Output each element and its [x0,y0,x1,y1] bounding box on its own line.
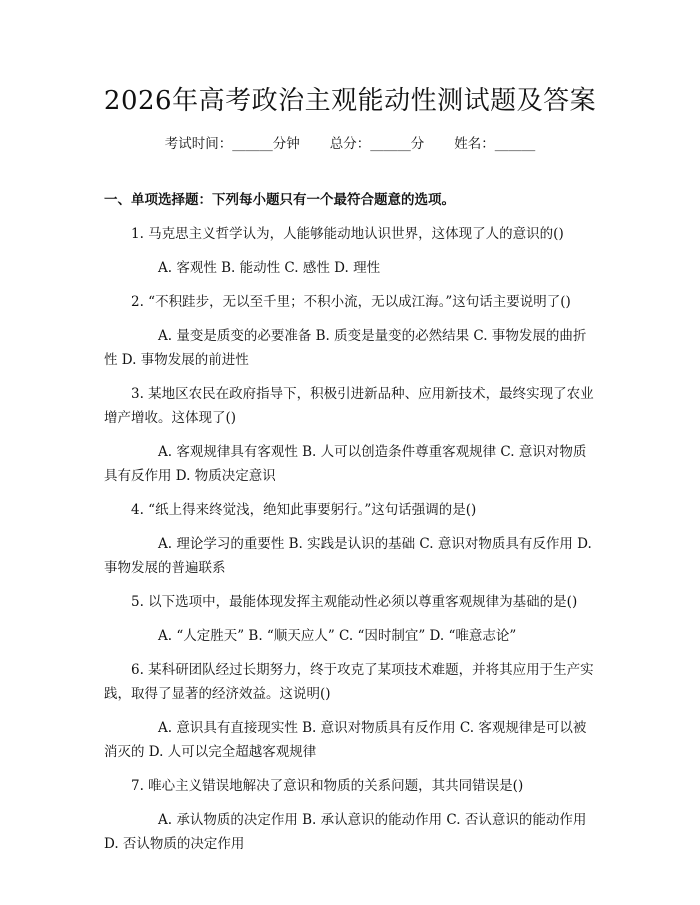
question-3-options: A. 客观规律具有客观性 B. 人可以创造条件尊重客观规律 C. 意识对物质具有反作用 D. 物质决定意识 [104,444,587,484]
question-7-options: A. 承认物质的决定作用 B. 承认意识的能动作用 C. 否认意识的能动作用 D. 否认物质的决定作用 [104,812,587,852]
question-4-options: A. 理论学习的重要性 B. 实践是认识的基础 C. 意识对物质具有反作用 D. 事物发展的普遍联系 [104,536,592,576]
question-2-options: A. 量变是质变的必要准备 B. 质变是量变的必然结果 C. 事物发展的曲折性 D. 事物发展的前进性 [104,328,587,368]
question-5-options: A. “人定胜天” B. “顺天应人” C. “因时制宜” D. “唯意志论” [158,628,517,644]
exam-content [104,188,596,866]
question-3-stem: 3. 某地区农民在政府指导下，积极引进新品种、应用新技术，最终实现了农业增产增收。这体现了() [104,386,594,426]
question-6-options: A. 意识具有直接现实性 B. 意识对物质具有反作用 C. 客观规律是可以被消灭的 D. 人可以完全超越客观规律 [104,720,587,760]
question-4-stem: 4. “纸上得来终觉浅，绝知此事要躬行。”这句话强调的是() [131,502,477,518]
exam-time-field: 考试时间：______分钟 [164,136,300,152]
question-1-stem: 1. 马克思主义哲学认为，人能够能动地认识世界，这体现了人的意识的() [131,226,564,242]
document-title: 2026年高考政治主观能动性测试题及答案 [103,86,597,116]
question-5-stem: 5. 以下选项中，最能体现发挥主观能动性必须以尊重客观规律为基础的是() [131,594,578,610]
question-1-options: A. 客观性 B. 能动性 C. 感性 D. 理性 [158,260,381,276]
question-7-stem: 7. 唯心主义错误地解决了意识和物质的关系问题，其共同错误是() [131,778,524,794]
exam-meta-line [0,132,700,152]
question-2-stem: 2. “不积跬步，无以至千里；不积小流，无以成江海。”这句话主要说明了() [131,294,571,310]
total-score-field: 总分：______分 [329,136,425,152]
question-6-stem: 6. 某科研团队经过长期努力，终于攻克了某项技术难题，并将其应用于生产实践，取得了显著的经济效益。这说明() [104,662,594,702]
student-name-field: 姓名：______ [454,136,536,152]
section-title: 一、单项选择题：下列每小题只有一个最符合题意的选项。 [104,192,455,208]
